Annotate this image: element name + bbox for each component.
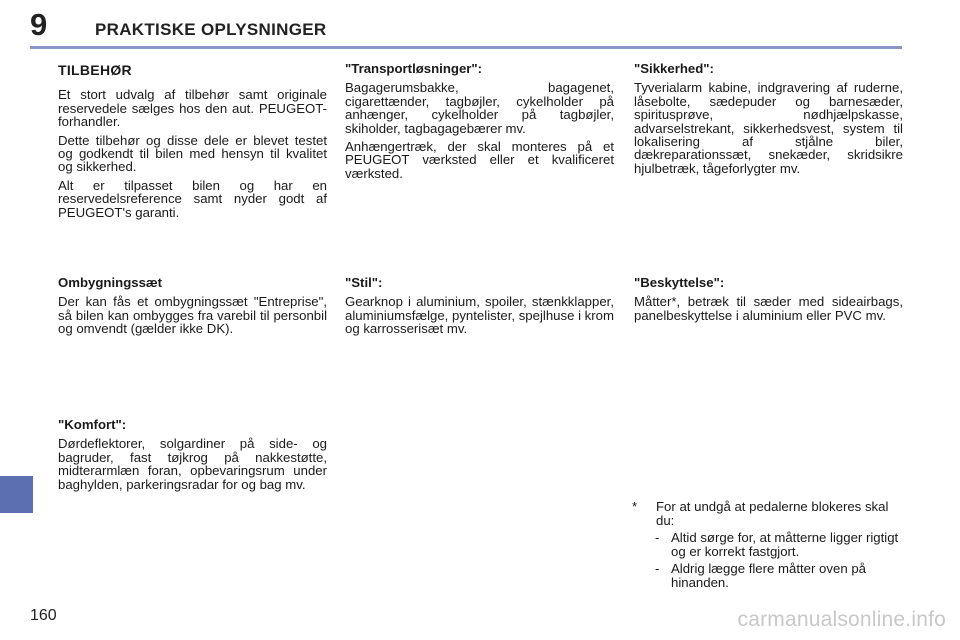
transport-title: "Transportløsninger":: [345, 61, 483, 76]
chapter-side-tab: [0, 476, 33, 513]
intro-paragraph-3: Alt er tilpasset bilen og har en reservedelsreference samt nyder godt af PEUGEOT's garanti.: [58, 177, 327, 220]
column-2-top: [345, 62, 614, 185]
intro-paragraph-1: Et stort udvalg af tilbehør samt originale reservedele sælges hos den aut. PEUGEOT-forhandler.: [58, 87, 327, 130]
footnote-item-text: Aldrig lægge flere måtter oven på hinanden.: [671, 561, 866, 590]
footnote-item: [632, 531, 904, 559]
komfort-text: Dørdeflektorer, solgardiner på side- og bagruder, fast tøjkrog på nakkestøtte, midterarmlæn foran, opbevaringsrum under baghylden, parkeringsradar for og bag mv.: [58, 436, 327, 492]
sikkerhed-title: "Sikkerhed":: [634, 61, 714, 76]
sikkerhed-text: Tyverialarm kabine, indgravering af ruderne, låsebolte, sædepuder og barnesæder, spiritusprøve, nødhjælpskasse, advarselstrekant, sikkerhedsvest, system til lokalisering af stjålne biler, dækreparationssæt, snekæder, skridsikre hjulbetræk, tågeforlygter mv.: [634, 80, 903, 176]
chapter-number: 9: [30, 7, 48, 42]
footnote-star: *: [632, 499, 638, 514]
ombygning-title: Ombygningssæt: [58, 275, 163, 290]
watermark: carmanualsonline.info: [737, 608, 946, 631]
column-3-middle: [634, 276, 903, 327]
komfort-title: "Komfort":: [58, 417, 127, 432]
footnote-text: For at undgå at pedalerne blokeres skal du:: [656, 499, 889, 528]
column-3-top: [634, 62, 903, 180]
column-1-middle: [58, 276, 327, 341]
beskyttelse-text: Måtter*, betræk til sæder med sideairbags, panelbeskyttelse i aluminium eller PVC mv.: [634, 294, 903, 323]
intro-paragraph-2: Dette tilbehør og disse dele er blevet testet og godkendt til bilen med hensyn til kvalitet og sikkerhed.: [58, 132, 327, 175]
footnote-item: [632, 562, 904, 590]
beskyttelse-title: "Beskyttelse":: [634, 275, 725, 290]
footnote-dash: -: [655, 561, 660, 576]
column-1-bottom: [58, 418, 327, 496]
section-heading: TILBEHØR: [58, 62, 132, 78]
stil-title: "Stil":: [345, 275, 383, 290]
footnote-item-text: Altid sørge for, at måtterne ligger rigtigt og er korrekt fastgjort.: [671, 530, 899, 559]
column-2-middle: [345, 276, 614, 341]
stil-text: Gearknop i aluminium, spoiler, stænkklapper, aluminiumsfælge, pyntelister, spejlhuse i krom og karrosserisæt mv.: [345, 294, 614, 337]
transport-text-2: Anhængertræk, der skal monteres på et PEUGEOT værksted eller et kvalificeret værksted.: [345, 139, 614, 181]
column-1-top: [58, 64, 327, 224]
ombygning-text: Der kan fås et ombygningssæt "Entreprise", så bilen kan ombygges fra varebil til personbil og omvendt (gælder ikke DK).: [58, 294, 327, 337]
page-number: 160: [30, 607, 57, 624]
chapter-title: PRAKTISKE OPLYSNINGER: [95, 20, 327, 39]
footnote-dash: -: [655, 530, 660, 545]
footnote: [632, 500, 904, 590]
transport-text-1: Bagagerumsbakke, bagagenet, cigarettænder, tagbøjler, cykelholder på anhænger, cykelholder på tagbøjler, skiholder, tagbagagebærer mv.: [345, 80, 614, 136]
header-rule: [30, 46, 902, 49]
